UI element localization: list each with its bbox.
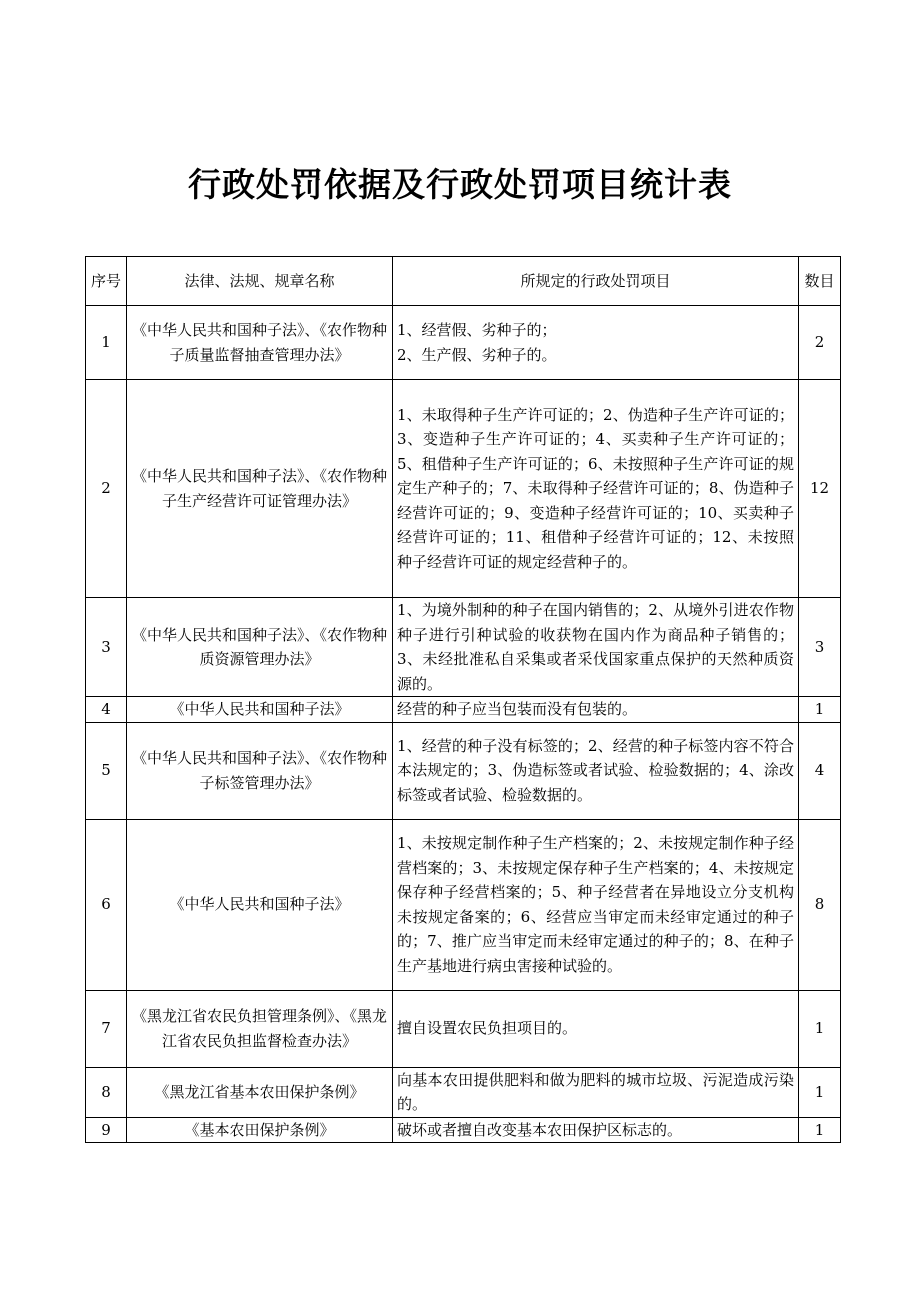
cell-seq: 6: [86, 819, 127, 990]
cell-count: 1: [799, 990, 841, 1067]
table-row: [86, 380, 841, 598]
cell-items: 破坏或者擅自改变基本农田保护区标志的。: [393, 1117, 799, 1143]
cell-law: 《中华人民共和国种子法》、《农作物种子标签管理办法》: [127, 722, 393, 819]
cell-count: 8: [799, 819, 841, 990]
penalty-statistics-table: [85, 256, 841, 1143]
table-row: [86, 697, 841, 723]
cell-seq: 1: [86, 306, 127, 380]
table-row: [86, 1117, 841, 1143]
cell-items: 1、经营的种子没有标签的；2、经营的种子标签内容不符合本法规定的；3、伪造标签或者试验、检验数据的；4、涂改标签或者试验、检验数据的。: [393, 722, 799, 819]
cell-law: 《中华人民共和国种子法》、《农作物种质资源管理办法》: [127, 598, 393, 697]
table-row: [86, 722, 841, 819]
cell-law: 《中华人民共和国种子法》: [127, 697, 393, 723]
cell-count: 1: [799, 697, 841, 723]
cell-items: 1、为境外制种的种子在国内销售的；2、从境外引进农作物种子进行引种试验的收获物在国内作为商品种子销售的；3、未经批准私自采集或者采伐国家重点保护的天然种质资源的。: [393, 598, 799, 697]
cell-items: 1、未按规定制作种子生产档案的；2、未按规定制作种子经营档案的；3、未按规定保存种子生产档案的；4、未按规定保存种子经营档案的；5、种子经营者在异地设立分支机构未按规定备案的；6、经营应当审定而未经审定通过的种子的；7、推广应当审定而未经审定通过的种子的；8、在种子生产基地进行病虫害接种试验的。: [393, 819, 799, 990]
cell-law: 《基本农田保护条例》: [127, 1117, 393, 1143]
table-header-row: [86, 257, 841, 306]
cell-seq: 8: [86, 1067, 127, 1117]
cell-count: 1: [799, 1067, 841, 1117]
cell-count: 12: [799, 380, 841, 598]
cell-law: 《中华人民共和国种子法》: [127, 819, 393, 990]
cell-count: 3: [799, 598, 841, 697]
table-row: [86, 819, 841, 990]
cell-count: 2: [799, 306, 841, 380]
cell-items: 向基本农田提供肥料和做为肥料的城市垃圾、污泥造成污染的。: [393, 1067, 799, 1117]
header-count: 数目: [799, 257, 841, 306]
cell-items: 擅自设置农民负担项目的。: [393, 990, 799, 1067]
table-row: [86, 598, 841, 697]
cell-seq: 7: [86, 990, 127, 1067]
page-title: 行政处罚依据及行政处罚项目统计表: [188, 165, 732, 204]
header-law: 法律、法规、规章名称: [127, 257, 393, 306]
cell-count: 1: [799, 1117, 841, 1143]
cell-seq: 9: [86, 1117, 127, 1143]
cell-count: 4: [799, 722, 841, 819]
table-row: [86, 306, 841, 380]
cell-seq: 3: [86, 598, 127, 697]
cell-seq: 5: [86, 722, 127, 819]
cell-law: 《中华人民共和国种子法》、《农作物种子生产经营许可证管理办法》: [127, 380, 393, 598]
cell-seq: 4: [86, 697, 127, 723]
cell-items: 经营的种子应当包装而没有包装的。: [393, 697, 799, 723]
table-row: [86, 1067, 841, 1117]
cell-seq: 2: [86, 380, 127, 598]
cell-items: 1、未取得种子生产许可证的；2、伪造种子生产许可证的；3、变造种子生产许可证的；4、买卖种子生产许可证的；5、租借种子生产许可证的；6、未按照种子生产许可证的规定生产种子的；7、未取得种子经营许可证的；8、伪造种子经营许可证的；9、变造种子经营许可证的；10、买卖种子经营许可证的；11、租借种子经营许可证的；12、未按照种子经营许可证的规定经营种子的。: [393, 380, 799, 598]
cell-law: 《黑龙江省基本农田保护条例》: [127, 1067, 393, 1117]
table-row: [86, 990, 841, 1067]
header-seq: 序号: [86, 257, 127, 306]
cell-law: 《黑龙江省农民负担管理条例》、《黑龙江省农民负担监督检查办法》: [127, 990, 393, 1067]
header-items: 所规定的行政处罚项目: [393, 257, 799, 306]
cell-items: 1、经营假、劣种子的； 2、生产假、劣种子的。: [393, 306, 799, 380]
cell-law: 《中华人民共和国种子法》、《农作物种子质量监督抽查管理办法》: [127, 306, 393, 380]
